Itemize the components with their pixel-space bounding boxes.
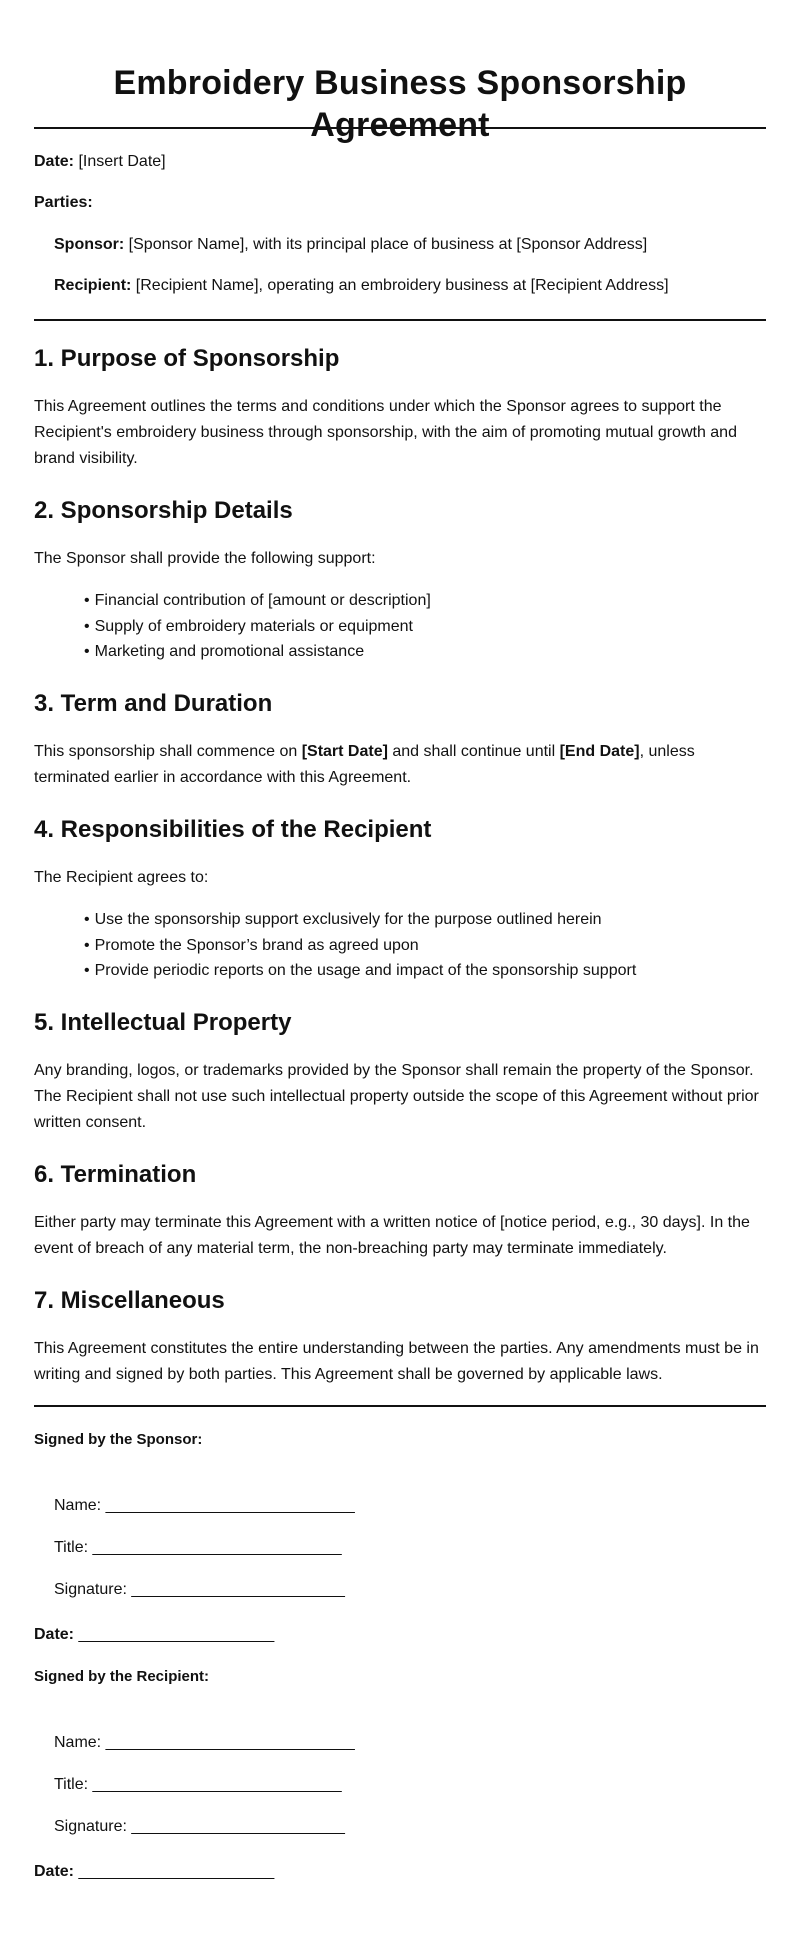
sponsor-value: [Sponsor Name], with its principal place of business at [Sponsor Address] — [128, 236, 648, 253]
start-date-placeholder: [Start Date] — [301, 743, 388, 760]
section-heading-purpose: 1. Purpose of Sponsorship — [34, 345, 340, 372]
term-text-middle: and shall continue until — [387, 743, 560, 760]
date-value: [Insert Date] — [78, 153, 166, 170]
parties-heading — [34, 193, 766, 213]
recipient-date-label: Date: — [34, 1863, 75, 1880]
sponsor-signature-line: Signature: ________________________ — [54, 1581, 345, 1598]
list-item: • Supply of embroidery materials or equipment — [84, 614, 766, 640]
sponsor-date-label: Date: — [34, 1626, 75, 1643]
section-heading-term: 3. Term and Duration — [34, 690, 273, 717]
recipient-signature-heading: Signed by the Recipient: — [34, 1668, 210, 1685]
signature-divider — [34, 1405, 766, 1407]
list-item: • Promote the Sponsor’s brand as agreed upon — [84, 933, 766, 959]
recipient-date-blank: ______________________ — [78, 1863, 275, 1880]
recipient-name-line: Name: ____________________________ — [54, 1734, 355, 1751]
list-item: • Marketing and promotional assistance — [84, 639, 766, 665]
recipient-date-line — [34, 1862, 274, 1882]
recipient-label: Recipient: — [54, 277, 132, 294]
section-text-responsibilities: The Recipient agrees to: — [34, 869, 209, 886]
sponsor-name-line: Name: ____________________________ — [54, 1497, 355, 1514]
sponsor-date-line — [34, 1625, 274, 1645]
list-item: • Provide periodic reports on the usage and impact of the sponsorship support — [84, 958, 766, 984]
recipient-title-line: Title: ____________________________ — [54, 1776, 342, 1793]
document-title: Embroidery Business Sponsorship Agreement — [113, 64, 687, 144]
end-date-placeholder: [End Date] — [559, 743, 640, 760]
date-label: Date: — [34, 153, 75, 170]
section-text-ip: Any branding, logos, or trademarks provided by the Sponsor shall remain the property of the Sponsor. The Recipient shall not use such intellectual property outside the scope of this Agreement without prior written consent. — [34, 1062, 759, 1131]
term-text-start: This sponsorship shall commence on — [34, 743, 302, 760]
sponsor-date-blank: ______________________ — [78, 1626, 275, 1643]
sponsor-label: Sponsor: — [54, 236, 125, 253]
top-divider — [34, 127, 766, 129]
section-text-termination: Either party may terminate this Agreement with a written notice of [notice period, e.g., 30 days]. In the event of breach of any material term, the non-breaching party may terminate immediately. — [34, 1214, 750, 1257]
section-heading-ip: 5. Intellectual Property — [34, 1009, 292, 1036]
section-text-term — [34, 739, 769, 791]
parties-divider — [34, 319, 766, 321]
term-text-end: , unless terminated earlier in accordance with this Agreement. — [34, 743, 695, 786]
section-heading-details: 2. Sponsorship Details — [34, 497, 293, 524]
parties-label: Parties: — [34, 194, 93, 211]
recipient-signature-line: Signature: ________________________ — [54, 1818, 345, 1835]
list-item: • Financial contribution of [amount or description] — [84, 588, 766, 614]
section-heading-termination: 6. Termination — [34, 1161, 197, 1188]
recipient-party — [54, 276, 766, 296]
section-heading-responsibilities: 4. Responsibilities of the Recipient — [34, 816, 432, 843]
responsibilities-list — [84, 907, 766, 984]
date-line — [34, 152, 766, 172]
sponsor-title-line: Title: ____________________________ — [54, 1539, 342, 1556]
list-item: • Use the sponsorship support exclusively for the purpose outlined herein — [84, 907, 766, 933]
details-list — [84, 588, 766, 665]
section-heading-miscellaneous: 7. Miscellaneous — [34, 1287, 225, 1314]
sponsor-signature-heading: Signed by the Sponsor: — [34, 1431, 203, 1448]
section-text-miscellaneous: This Agreement constitutes the entire understanding between the parties. Any amendments must be in writing and signed by both parties. This Agreement shall be governed by applicable laws. — [34, 1340, 759, 1383]
section-text-purpose: This Agreement outlines the terms and conditions under which the Sponsor agrees to support the Recipient's embroidery business through sponsorship, with the aim of promoting mutual growth and brand visibility. — [34, 398, 737, 467]
section-text-details: The Sponsor shall provide the following support: — [34, 550, 376, 567]
recipient-value: [Recipient Name], operating an embroidery business at [Recipient Address] — [135, 277, 669, 294]
sponsor-party — [54, 235, 766, 255]
